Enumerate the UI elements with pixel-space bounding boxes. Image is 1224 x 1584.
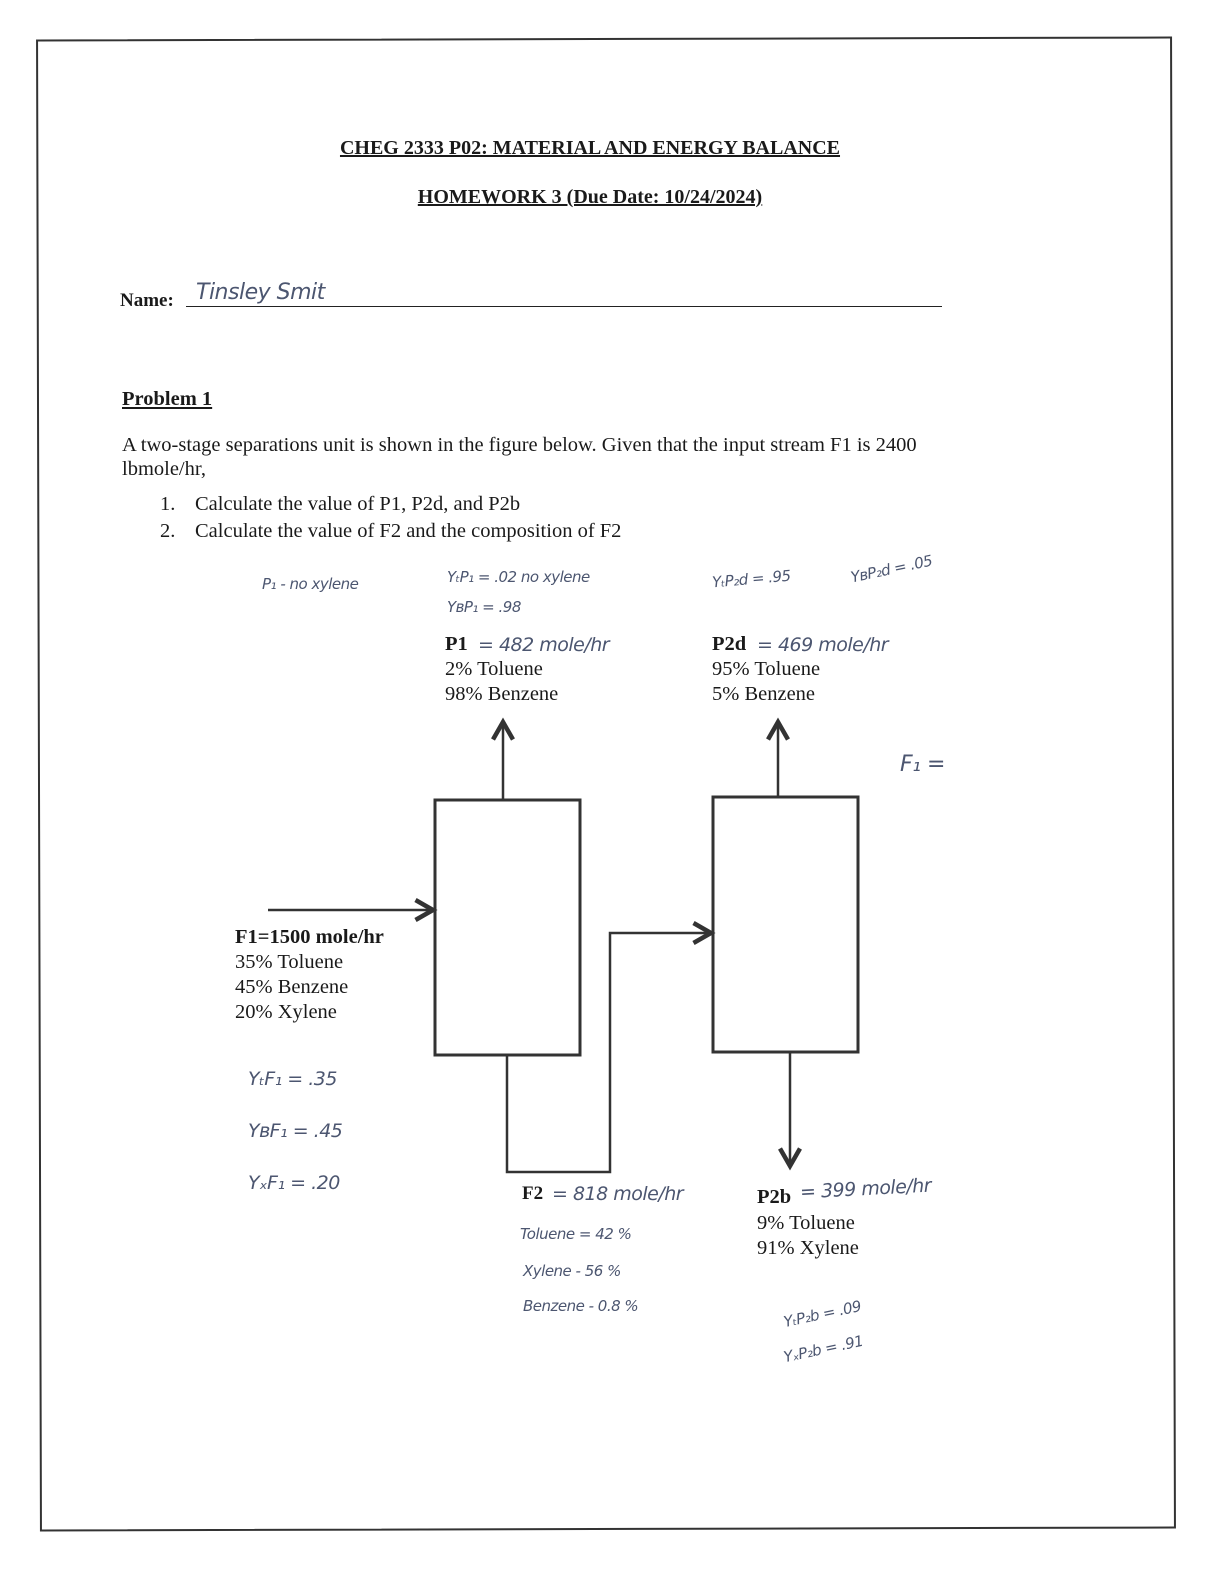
separator-1 xyxy=(435,800,580,1055)
f2-label: F2 xyxy=(522,1183,544,1204)
f2-value-handwritten: = 818 mole/hr xyxy=(552,1183,684,1205)
task-1-text: Calculate the value of P1, P2d, and P2b xyxy=(195,493,521,515)
name-label: Name: xyxy=(120,290,174,311)
f1-composition-3: 20% Xylene xyxy=(235,1001,337,1023)
p2d-value-handwritten: = 469 mole/hr xyxy=(757,634,889,656)
y-b-p1-handwritten: YʙP₁ = .98 xyxy=(447,598,521,616)
problem-statement-1: A two-stage separations unit is shown in the figure below. Given that the input stream F1 is 2400 xyxy=(122,434,917,456)
f2-xylene-handwritten: Xylene - 56 % xyxy=(523,1262,621,1280)
y-b-p2d-handwritten: YʙP₂d = .05 xyxy=(849,551,934,587)
p2b-value-handwritten: = 399 mole/hr xyxy=(799,1174,932,1204)
p1-composition-1: 2% Toluene xyxy=(445,658,543,680)
y-t-p2b-handwritten: YₜP₂b = .09 xyxy=(781,1297,863,1331)
problem-heading: Problem 1 xyxy=(122,388,213,410)
separator-2 xyxy=(713,797,858,1052)
p2b-label: P2b xyxy=(757,1186,792,1208)
f1-label: F1=1500 mole/hr xyxy=(235,926,384,948)
name-signature: Tinsley Smit xyxy=(196,280,325,305)
p1-label: P1 xyxy=(445,633,468,655)
problem-statement-2: lbmole/hr, xyxy=(122,458,207,480)
p1-value-handwritten: = 482 mole/hr xyxy=(478,634,610,656)
p1-no-xylene-note: P₁ - no xylene xyxy=(262,575,359,593)
f1-equation-handwritten: F₁ = xyxy=(900,752,945,777)
task-2-text: Calculate the value of F2 and the composition of F2 xyxy=(195,520,622,542)
y-t-p2d-handwritten: YₜP₂d = .95 xyxy=(711,566,792,592)
p2b-composition-1: 9% Toluene xyxy=(757,1212,855,1234)
p1-composition-2: 98% Benzene xyxy=(445,683,559,705)
y-t-p1-handwritten: YₜP₁ = .02 no xylene xyxy=(447,568,590,586)
f2-stream-line xyxy=(507,933,711,1172)
task-1-number: 1. xyxy=(160,493,176,515)
p2b-composition-2: 91% Xylene xyxy=(757,1237,859,1259)
p2d-label: P2d xyxy=(712,633,747,655)
y-x-p2b-handwritten: YₓP₂b = .91 xyxy=(782,1331,865,1367)
p2d-composition-2: 5% Benzene xyxy=(712,683,816,705)
f2-toluene-handwritten: Toluene = 42 % xyxy=(520,1225,632,1243)
p2d-composition-1: 95% Toluene xyxy=(712,658,821,680)
y-t-f1-handwritten: YₜF₁ = .35 xyxy=(248,1068,337,1090)
f1-composition-1: 35% Toluene xyxy=(235,951,344,973)
course-title: CHEG 2333 P02: MATERIAL AND ENERGY BALANCE xyxy=(339,137,841,159)
task-2-number: 2. xyxy=(160,520,176,542)
f1-composition-2: 45% Benzene xyxy=(235,976,349,998)
homework-title: HOMEWORK 3 (Due Date: 10/24/2024) xyxy=(417,186,763,208)
y-b-f1-handwritten: YʙF₁ = .45 xyxy=(248,1120,343,1142)
y-x-f1-handwritten: YₓF₁ = .20 xyxy=(248,1172,340,1194)
f2-benzene-handwritten: Benzene - 0.8 % xyxy=(523,1297,639,1315)
